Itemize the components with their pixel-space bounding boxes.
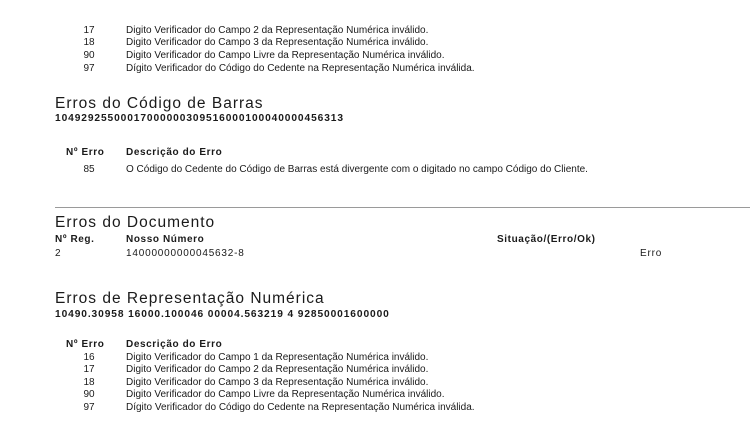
error-description: Digito Verificador do Campo 3 da Representação Numérica inválido. xyxy=(126,37,429,48)
error-code-header: Nº Erro xyxy=(66,147,105,158)
nosso-numero: 14000000000045632-8 xyxy=(126,248,245,259)
nosso-numero-header: Nosso Número xyxy=(126,234,205,245)
error-description: Dígito Verificador do Código do Cedente na Representação Numérica inválida. xyxy=(126,63,475,74)
error-description: Digito Verificador do Campo Livre da Representação Numérica inválido. xyxy=(126,389,445,400)
error-description: O Código do Cedente do Código de Barras está divergente com o digitado no campo Código do Cliente. xyxy=(126,164,588,175)
error-code: 16 xyxy=(83,352,95,363)
section-divider xyxy=(55,207,750,208)
barcode-number: 10492925500017000000309516000100040000456313 xyxy=(55,113,344,124)
barcode-section-title: Erros do Código de Barras xyxy=(55,95,264,112)
error-code: 90 xyxy=(83,389,95,400)
error-description: Digito Verificador do Campo 3 da Representação Numérica inválido. xyxy=(126,377,429,388)
situacao-header: Situação/(Erro/Ok) xyxy=(497,234,596,245)
error-description-header: Descrição do Erro xyxy=(126,147,223,158)
error-code: 97 xyxy=(83,402,95,413)
numeric-section-title: Erros de Representação Numérica xyxy=(55,290,325,307)
error-description: Digito Verificador do Campo 1 da Representação Numérica inválido. xyxy=(126,352,429,363)
error-code: 17 xyxy=(83,25,95,36)
error-code-header: Nº Erro xyxy=(66,339,105,350)
error-code: 97 xyxy=(83,63,95,74)
error-code: 18 xyxy=(83,377,95,388)
error-code: 18 xyxy=(83,37,95,48)
numeric-line: 10490.30958 16000.100046 00004.563219 4 92850001600000 xyxy=(55,309,390,320)
reg-number-header: Nº Reg. xyxy=(55,234,95,245)
error-code: 85 xyxy=(83,164,95,175)
error-description: Digito Verificador do Campo 2 da Representação Numérica inválido. xyxy=(126,25,429,36)
error-description: Digito Verificador do Campo 2 da Representação Numérica inválido. xyxy=(126,364,429,375)
error-description: Digito Verificador do Campo Livre da Representação Numérica inválido. xyxy=(126,50,445,61)
error-code: 90 xyxy=(83,50,95,61)
error-code: 17 xyxy=(83,364,95,375)
situacao-value: Erro xyxy=(640,248,663,259)
error-description-header: Descrição do Erro xyxy=(126,339,223,350)
error-description: Dígito Verificador do Código do Cedente na Representação Numérica inválida. xyxy=(126,402,475,413)
reg-number: 2 xyxy=(55,248,62,259)
document-section-title: Erros do Documento xyxy=(55,214,216,231)
